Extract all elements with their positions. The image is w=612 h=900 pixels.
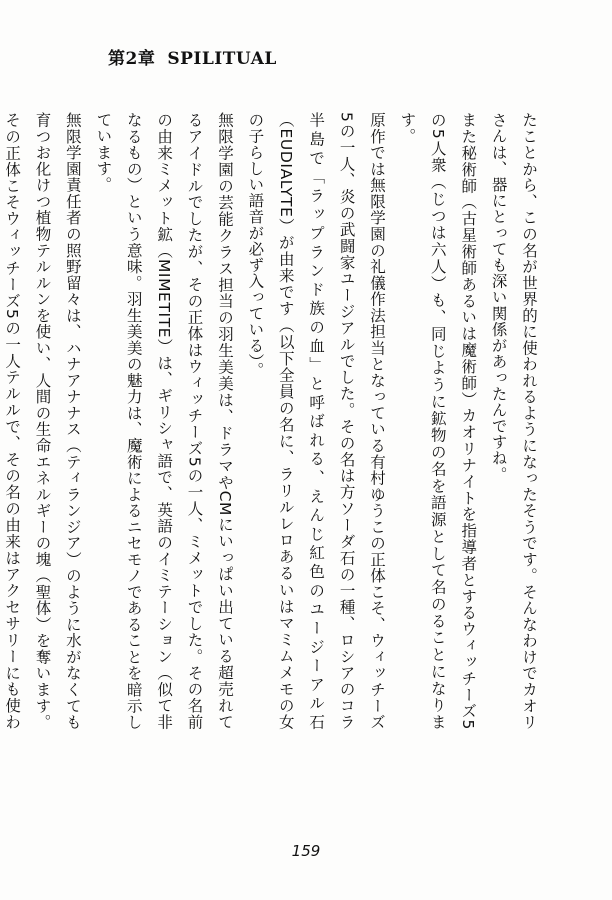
- running-head: [108, 44, 277, 69]
- paragraph: 無限学園責任者の照野留々は、ハナアナナス（ティランジア）のように水がなくても育つお化けつ植物テルルンを使い、人間の生命エネルギーの塊（聖体）を奪います。その正体こそウィッチーズ5の一人テルルで、その名の由来はアクセサリーにも使わ: [3, 112, 82, 730]
- chapter-number: 第2章: [108, 49, 156, 69]
- vertical-body-text: [3, 112, 544, 730]
- paragraph: 無限学園の芸能クラス担当の羽生美美は、ドラマやCMにいっぱい出ている超売れてるアイドルでしたが、その正体はウィッチーズ5の一人、ミメットでした。その名前の由来ミメット鉱（MIMETITE）は、ギリシャ語で、英語のイミテーション（似て非なるもの）という意味。羽生美美の魅力は、魔術によるニセモノであることを暗示しています。: [94, 112, 234, 730]
- page-number: 159: [291, 842, 321, 860]
- paragraph: 原作では無限学園の礼儀作法担当となっている有村ゆうこの正体こそ、ウィッチーズ5の一人、炎の武闘家ユージアルでした。その名は方ソーダ石の一種、ロシアのコラ半島で「ラップランド族の血」と呼ばれる、えんじ紅色のユージーアル石（EUDIALYTE）が由来です（以下全員の名に、ラリルレロあるいはマミムメモの女の子らしい語音が必ず入っている）。: [246, 112, 386, 730]
- chapter-title: SPILITUAL: [167, 49, 277, 69]
- paragraph: たことから、この名が世界的に使われるようになったそうです。そんなわけでカオリさんは、器にとっても深い関係があったんですね。: [489, 112, 538, 730]
- paragraph: また秘術師（古星術師あるいは魔術師）カオリナイトを指導者とするウィッチーズ5の5人衆（じつは六人）も、同じように鉱物の名を語源として名のることになります。: [398, 112, 478, 730]
